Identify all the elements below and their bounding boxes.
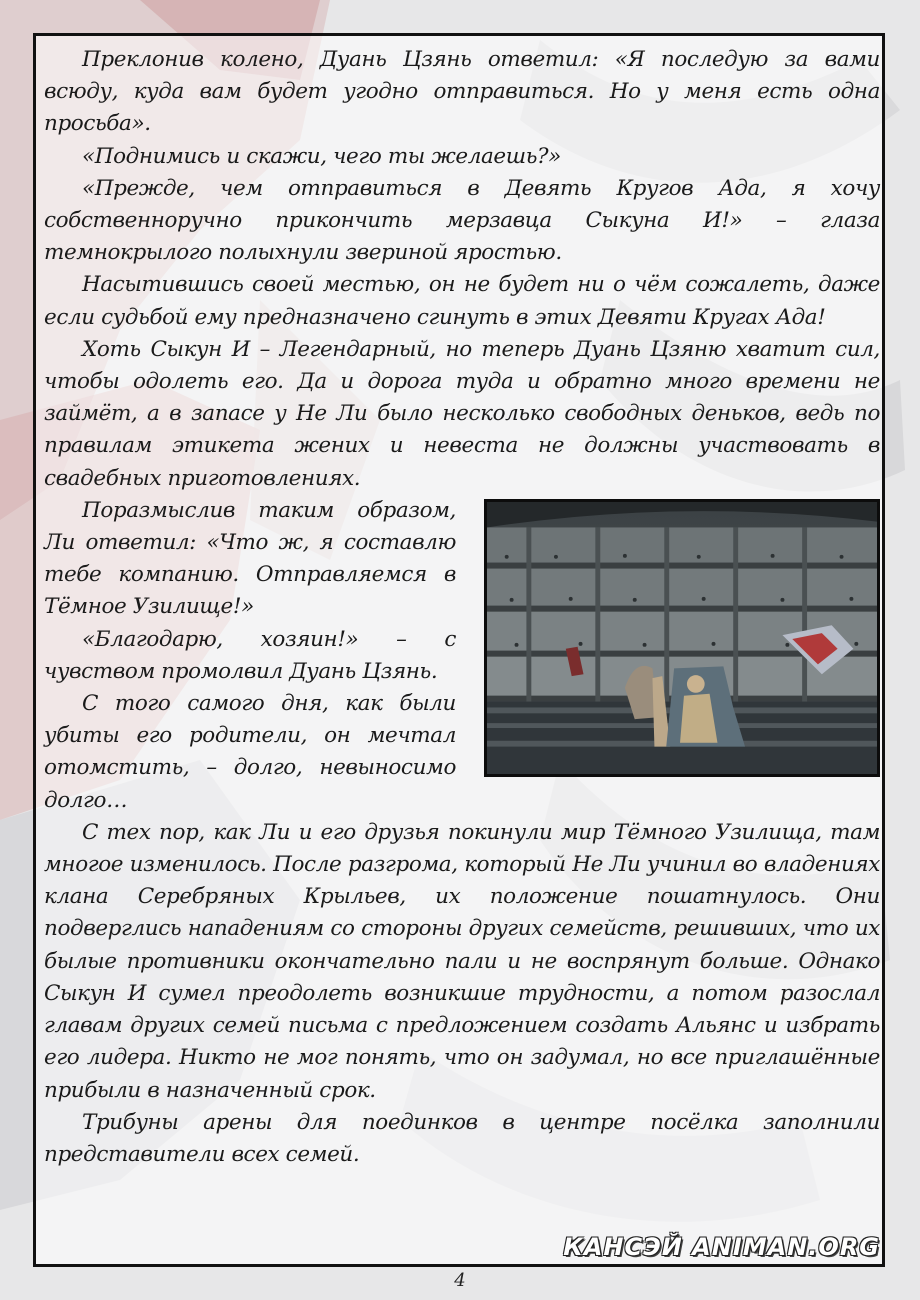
paragraph-9: С тех пор, как Ли и его друзья покинули мир Тёмного Узилища, там многое изменилось. После разгрома, который Не Ли учинил во владениях клана Серебряных Крыльев, их положение пошатнулось. Они подверглись нападениям со стороны других семейств, решивших, что их былые противники окончательно пали и не воспрянут больше. Однако Сыкун И сумел преодолеть возникшие трудности, а потом разослал главам других семей письма с предложением создать Альянс и избрать его лидера. Никто не мог понять, что он задумал, но все приглашённые прибыли в назначенный срок. <box>44 819 880 1103</box>
paragraph-3: «Прежде, чем отправиться в Девять Кругов Ада, я хочу собственноручно прикончить мерзавца Сыкуна И!» – глаза темнокрылого полыхнули звериной яростью. <box>44 175 880 266</box>
paragraph-7: «Благодарю, хозяин!» – с чувством промолвил Дуань Цзянь. <box>44 626 456 684</box>
paragraph-8: С того самого дня, как были убиты его родители, он мечтал отомстить, – долго, невыносимо долго… <box>44 691 456 813</box>
arena-illustration <box>484 499 880 777</box>
paragraph-6: Поразмыслив таким образом, Ли ответил: «Что ж, я составлю тебе компанию. Отправляемся в Тёмное Узилище!» <box>44 497 456 620</box>
paragraph-1: Преклонив колено, Дуань Цзянь ответил: «Я последую за вами всюду, куда вам будет угодно отправиться. Но у меня есть одна просьба». <box>44 47 880 137</box>
paragraph-4: Насытившись своей местью, он не будет ни о чём сожалеть, даже если судьбой ему предназначено сгинуть в этих Девяти Кругах Ада! <box>44 272 880 330</box>
paragraph-10: Трибуны арены для поединков в центре посёлка заполнили представители всех семей. <box>44 1109 880 1167</box>
page-number: 4 <box>454 1270 466 1291</box>
site-watermark: КАНСЭЙ ANIMAN.ORG <box>563 1233 880 1261</box>
story-text <box>44 44 880 1171</box>
arena-scene <box>487 502 877 774</box>
paragraph-5: Хоть Сыкун И – Легендарный, но теперь Дуань Цзяню хватит сил, чтобы одолеть его. Да и дорога туда и обратно много времени не займёт, а в запасе у Не Ли было несколько свободных деньков, ведь по правилам этикета жених и невеста не должны участвовать в свадебных приготовлениях. <box>44 336 880 491</box>
paragraph-2: «Поднимись и скажи, чего ты желаешь?» <box>82 143 561 169</box>
